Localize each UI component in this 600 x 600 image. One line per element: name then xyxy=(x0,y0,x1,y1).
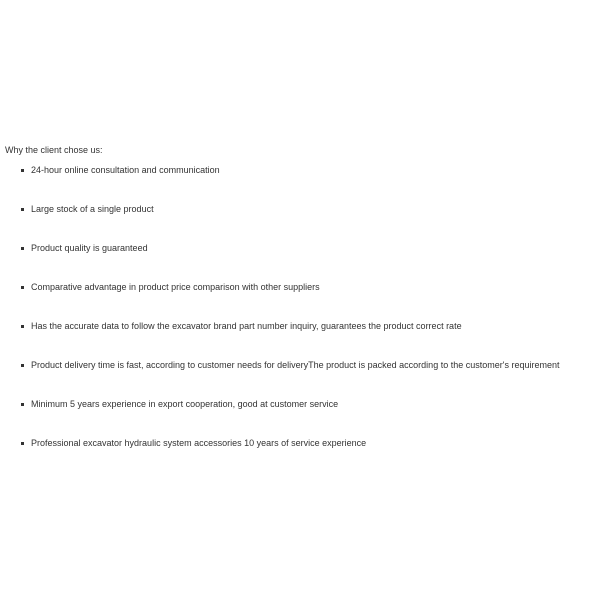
list-item-text: Comparative advantage in product price comparison with other suppliers xyxy=(31,282,320,292)
list-item xyxy=(5,398,595,410)
list-item-text: 24-hour online consultation and communication xyxy=(31,165,220,175)
bullet-icon xyxy=(21,286,24,289)
list-item xyxy=(5,281,595,293)
list-item-text: Has the accurate data to follow the excavator brand part number inquiry, guarantees the product correct rate xyxy=(31,321,462,331)
list-item xyxy=(5,203,595,215)
bullet-icon xyxy=(21,169,24,172)
list-item-text: Minimum 5 years experience in export cooperation, good at customer service xyxy=(31,399,339,409)
content xyxy=(5,144,595,449)
bullet-icon xyxy=(21,325,24,328)
list-item xyxy=(5,164,595,176)
list-item xyxy=(5,359,595,371)
intro-text: Why the client chose us: xyxy=(5,145,103,155)
list-item-text: Product quality is guaranteed xyxy=(31,243,148,253)
list-item xyxy=(5,320,595,332)
bullet-icon xyxy=(21,403,24,406)
reasons-list xyxy=(5,164,595,449)
list-item-text: Large stock of a single product xyxy=(31,204,154,214)
bullet-icon xyxy=(21,364,24,367)
bullet-icon xyxy=(21,208,24,211)
bullet-icon xyxy=(21,247,24,250)
list-item-text: Professional excavator hydraulic system accessories 10 years of service experience xyxy=(31,438,367,448)
list-item-text: Product delivery time is fast, according to customer needs for deliveryThe product is packed according to the customer's requirement xyxy=(31,360,560,370)
bullet-icon xyxy=(21,442,24,445)
list-item xyxy=(5,242,595,254)
list-item xyxy=(5,437,595,449)
